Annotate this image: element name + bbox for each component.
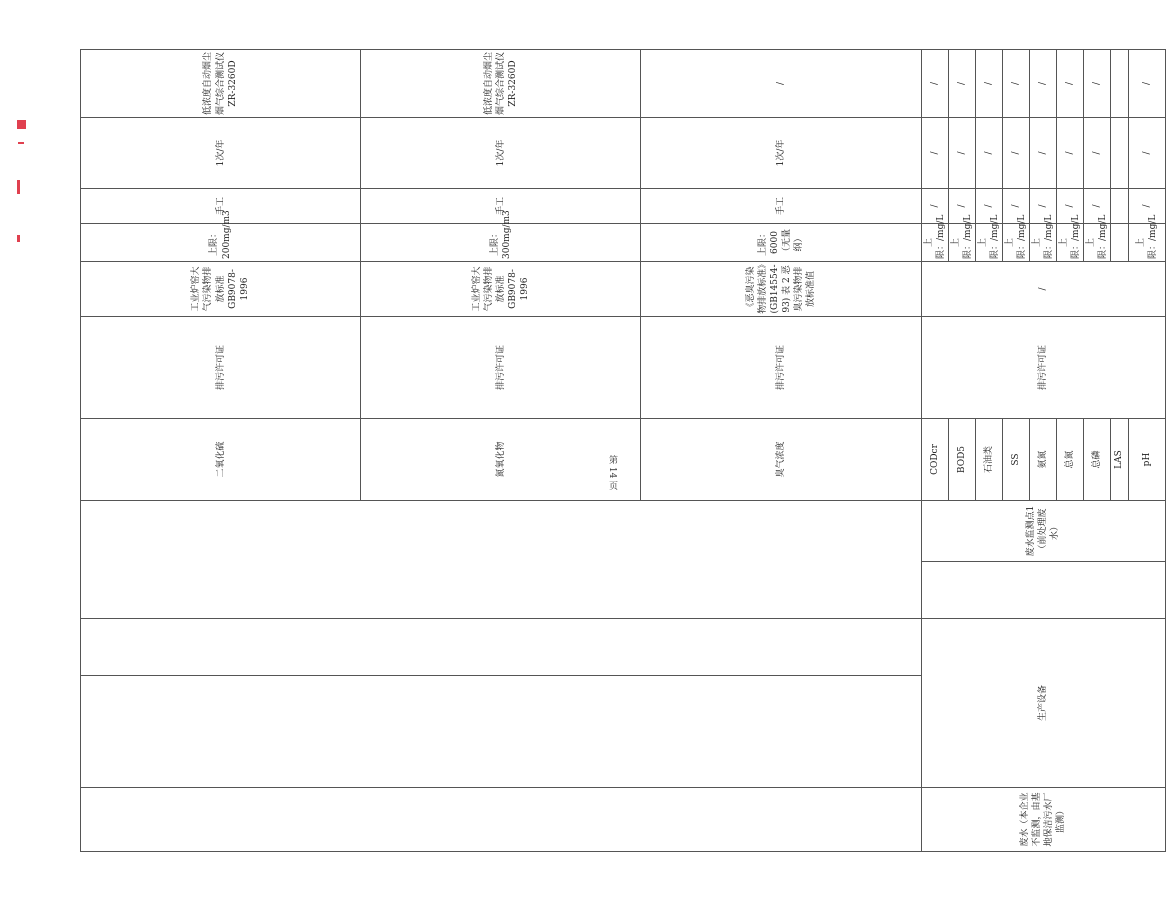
cell-item: 臭气浓度 bbox=[641, 419, 921, 501]
cell-instrument: / bbox=[1128, 50, 1165, 118]
cell-frequency: / bbox=[1083, 118, 1110, 189]
table-row bbox=[81, 50, 361, 852]
cell-empty bbox=[81, 788, 922, 852]
cell-frequency: 1次/年 bbox=[641, 118, 921, 189]
cell-limit: 上限：/mg/L bbox=[975, 224, 1002, 262]
cell-equipment: 生产设备 bbox=[921, 619, 1165, 788]
cell-instrument: 低浓度自动烟尘烟气综合测试仪ZR-3260D bbox=[81, 50, 361, 118]
cell-limit: 上限：200mg/m3 bbox=[81, 224, 361, 262]
cell-basis: 排污许可证 bbox=[641, 317, 921, 419]
cell-limit bbox=[1110, 224, 1128, 262]
cell-basis: 排污许可证 bbox=[361, 317, 641, 419]
cell-item: 总氮 bbox=[1056, 419, 1083, 501]
cell-item: pH bbox=[1128, 419, 1165, 501]
cell-item: 总磷 bbox=[1083, 419, 1110, 501]
binding-mark bbox=[17, 120, 26, 129]
cell-limit: 上限：/mg/L bbox=[921, 224, 948, 262]
cell-frequency: / bbox=[1128, 118, 1165, 189]
cell-standard: 工业炉窑大气污染物排放标准GB9078-1996 bbox=[81, 262, 361, 317]
cell-basis: 排污许可证 bbox=[921, 317, 1165, 419]
cell-method: / bbox=[948, 189, 975, 224]
cell-limit: 上限：/mg/L bbox=[1029, 224, 1056, 262]
cell-frequency bbox=[1110, 118, 1128, 189]
binding-mark bbox=[18, 142, 24, 144]
cell-standard: / bbox=[921, 262, 1165, 317]
cell-instrument: / bbox=[921, 50, 948, 118]
cell-method: 手工 bbox=[641, 189, 921, 224]
cell-instrument: / bbox=[948, 50, 975, 118]
cell-method bbox=[1110, 189, 1128, 224]
cell-instrument: / bbox=[1029, 50, 1056, 118]
cell-instrument: / bbox=[1002, 50, 1029, 118]
cell-frequency: / bbox=[948, 118, 975, 189]
monitoring-table bbox=[80, 49, 1166, 852]
cell-standard: 工业炉窑大气污染物排放标准GB9078-1996 bbox=[361, 262, 641, 317]
cell-limit: 上限：/mg/L bbox=[1083, 224, 1110, 262]
cell-method: / bbox=[921, 189, 948, 224]
cell-item: SS bbox=[1002, 419, 1029, 501]
cell-method: / bbox=[1128, 189, 1165, 224]
cell-instrument: / bbox=[1083, 50, 1110, 118]
cell-instrument: 低浓度自动烟尘烟气综合测试仪ZR-3260D bbox=[361, 50, 641, 118]
cell-item: 氨氮 bbox=[1029, 419, 1056, 501]
binding-mark bbox=[17, 180, 20, 194]
cell-method: / bbox=[975, 189, 1002, 224]
cell-limit: 上限：300mg/m3 bbox=[361, 224, 641, 262]
cell-water-category: 废水（本企业不监测，由基地保洁污水厂监测） bbox=[921, 788, 1165, 852]
cell-item: 二氧化硫 bbox=[81, 419, 361, 501]
cell-method: / bbox=[1029, 189, 1056, 224]
cell-item: BOD5 bbox=[948, 419, 975, 501]
cell-instrument bbox=[1110, 50, 1128, 118]
cell-frequency: 1次/年 bbox=[361, 118, 641, 189]
cell-instrument: / bbox=[641, 50, 921, 118]
cell-frequency: / bbox=[921, 118, 948, 189]
page-number: 第 14 页 bbox=[607, 455, 617, 491]
cell-item: 氮氧化物 bbox=[361, 419, 641, 501]
cell-instrument: / bbox=[1056, 50, 1083, 118]
cell-method: / bbox=[1056, 189, 1083, 224]
table-row bbox=[921, 50, 948, 852]
binding-mark bbox=[17, 235, 20, 242]
cell-limit: 上限：/mg/L bbox=[948, 224, 975, 262]
cell-frequency: / bbox=[975, 118, 1002, 189]
cell-basis: 排污许可证 bbox=[81, 317, 361, 419]
cell-limit: 上限：6000（无量纲） bbox=[641, 224, 921, 262]
cell-monitoring-point: 废水监测点1（前处理废水） bbox=[921, 501, 1165, 562]
cell-item: CODcr bbox=[921, 419, 948, 501]
cell-standard: 《恶臭污染物排放标准》(GB14554-93) 表 2 恶臭污染物排放标准值 bbox=[641, 262, 921, 317]
cell-limit: 上限：/mg/L bbox=[1128, 224, 1165, 262]
cell-empty bbox=[921, 562, 1165, 619]
cell-empty bbox=[81, 676, 922, 788]
cell-limit: 上限：/mg/L bbox=[1002, 224, 1029, 262]
cell-method: 手工 bbox=[81, 189, 361, 224]
cell-frequency: / bbox=[1002, 118, 1029, 189]
cell-empty bbox=[81, 501, 922, 619]
cell-item: 石油类 bbox=[975, 419, 1002, 501]
cell-frequency: / bbox=[1029, 118, 1056, 189]
cell-item: LAS bbox=[1110, 419, 1128, 501]
cell-limit: 上限：/mg/L bbox=[1056, 224, 1083, 262]
cell-instrument: / bbox=[975, 50, 1002, 118]
cell-method: 手工 bbox=[361, 189, 641, 224]
cell-frequency: 1次/年 bbox=[81, 118, 361, 189]
cell-empty bbox=[81, 619, 922, 676]
cell-method: / bbox=[1083, 189, 1110, 224]
cell-method: / bbox=[1002, 189, 1029, 224]
cell-frequency: / bbox=[1056, 118, 1083, 189]
